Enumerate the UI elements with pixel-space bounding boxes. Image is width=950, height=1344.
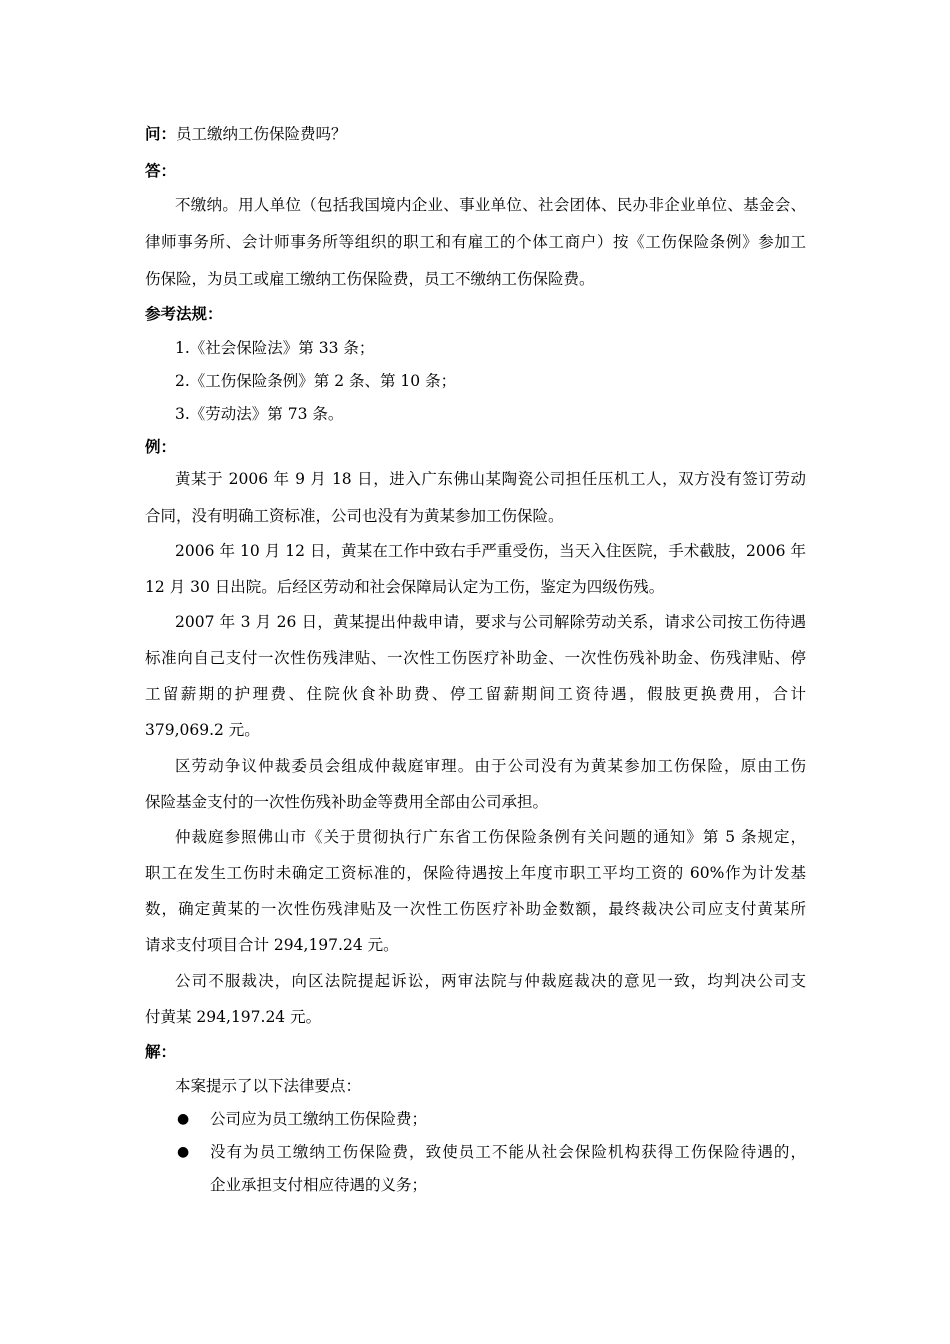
example-p3-line-4: 379,069.2 元。 [145, 721, 260, 739]
example-p5-line-3: 数，确定黄某的一次性伤残津贴及一次性工伤医疗补助金数额，最终裁决公司应支付黄某所 [145, 900, 806, 918]
solution-bullet-2-line-2: 企业承担支付相应待遇的义务； [210, 1176, 428, 1194]
question-label: 问： [145, 124, 177, 143]
example-p3-line-1: 2007 年 3 月 26 日，黄某提出仲裁申请，要求与公司解除劳动关系，请求公司按工伤待遇 [175, 613, 806, 631]
example-p5-line-1: 仲裁庭参照佛山市《关于贯彻执行广东省工伤保险条例有关问题的通知》第 5 条规定， [175, 828, 806, 846]
example-p6-line-2: 付黄某 294,197.24 元。 [145, 1008, 322, 1026]
example-p6-line-1: 公司不服裁决，向区法院提起诉讼，两审法院与仲裁庭裁决的意见一致，均判决公司支 [175, 972, 806, 990]
example-p4-line-2: 保险基金支付的一次性伤残补助金等费用全部由公司承担。 [145, 793, 549, 811]
answer-label: 答： [145, 161, 177, 180]
reference-item: 2.《工伤保险条例》第 2 条、第 10 条； [175, 372, 457, 390]
solution-bullet-2-line-1: 没有为员工缴纳工伤保险费，致使员工不能从社会保险机构获得工伤保险待遇的， [210, 1143, 806, 1161]
example-p4-line-1: 区劳动争议仲裁委员会组成仲裁庭审理。由于公司没有为黄某参加工伤保险，原由工伤 [175, 757, 806, 775]
example-p2-line-1: 2006 年 10 月 12 日，黄某在工作中致右手严重受伤，当天入住医院，手术截肢，2006 年 [175, 542, 806, 560]
example-label: 例： [145, 437, 177, 456]
question-line [145, 117, 950, 151]
question-text: 员工缴纳工伤保险费吗？ [176, 125, 347, 143]
example-p3-line-3: 工留薪期的护理费、住院伙食补助费、停工留薪期间工资待遇，假肢更换费用，合计 [145, 685, 806, 703]
references-label: 参考法规： [145, 304, 223, 323]
example-p1-line-1: 黄某于 2006 年 9 月 18 日，进入广东佛山某陶瓷公司担任压机工人，双方没有签订劳动 [175, 470, 806, 488]
answer-line-3: 伤保险，为员工或雇工缴纳工伤保险费，员工不缴纳工伤保险费。 [145, 270, 595, 288]
answer-line-1: 不缴纳。用人单位（包括我国境内企业、事业单位、社会团体、民办非企业单位、基金会、 [175, 196, 806, 214]
solution-bullet-1: 公司应为员工缴纳工伤保险费； [210, 1110, 428, 1128]
reference-item: 3.《劳动法》第 73 条。 [175, 405, 344, 423]
example-p5-line-2: 职工在发生工伤时未确定工资标准的，保险待遇按上年度市职工平均工资的 60%作为计发基 [145, 864, 806, 882]
bullet-icon: ● [177, 1111, 190, 1127]
reference-item: 1.《社会保险法》第 33 条； [175, 339, 375, 357]
example-p3-line-2: 标准向自己支付一次性伤残津贴、一次性工伤医疗补助金、一次性伤残补助金、伤残津贴、停 [145, 649, 806, 667]
example-p2-line-2: 12 月 30 日出院。后经区劳动和社会保障局认定为工伤，鉴定为四级伤残。 [145, 578, 665, 596]
answer-line-2: 律师事务所、会计师事务所等组织的职工和有雇工的个体工商户）按《工伤保险条例》参加工 [145, 233, 806, 251]
solution-intro: 本案提示了以下法律要点： [175, 1077, 362, 1095]
bullet-icon: ● [177, 1144, 190, 1160]
solution-label: 解： [145, 1042, 177, 1061]
example-p5-line-4: 请求支付项目合计 294,197.24 元。 [145, 936, 399, 954]
example-p1-line-2: 合同，没有明确工资标准，公司也没有为黄某参加工伤保险。 [145, 507, 564, 525]
